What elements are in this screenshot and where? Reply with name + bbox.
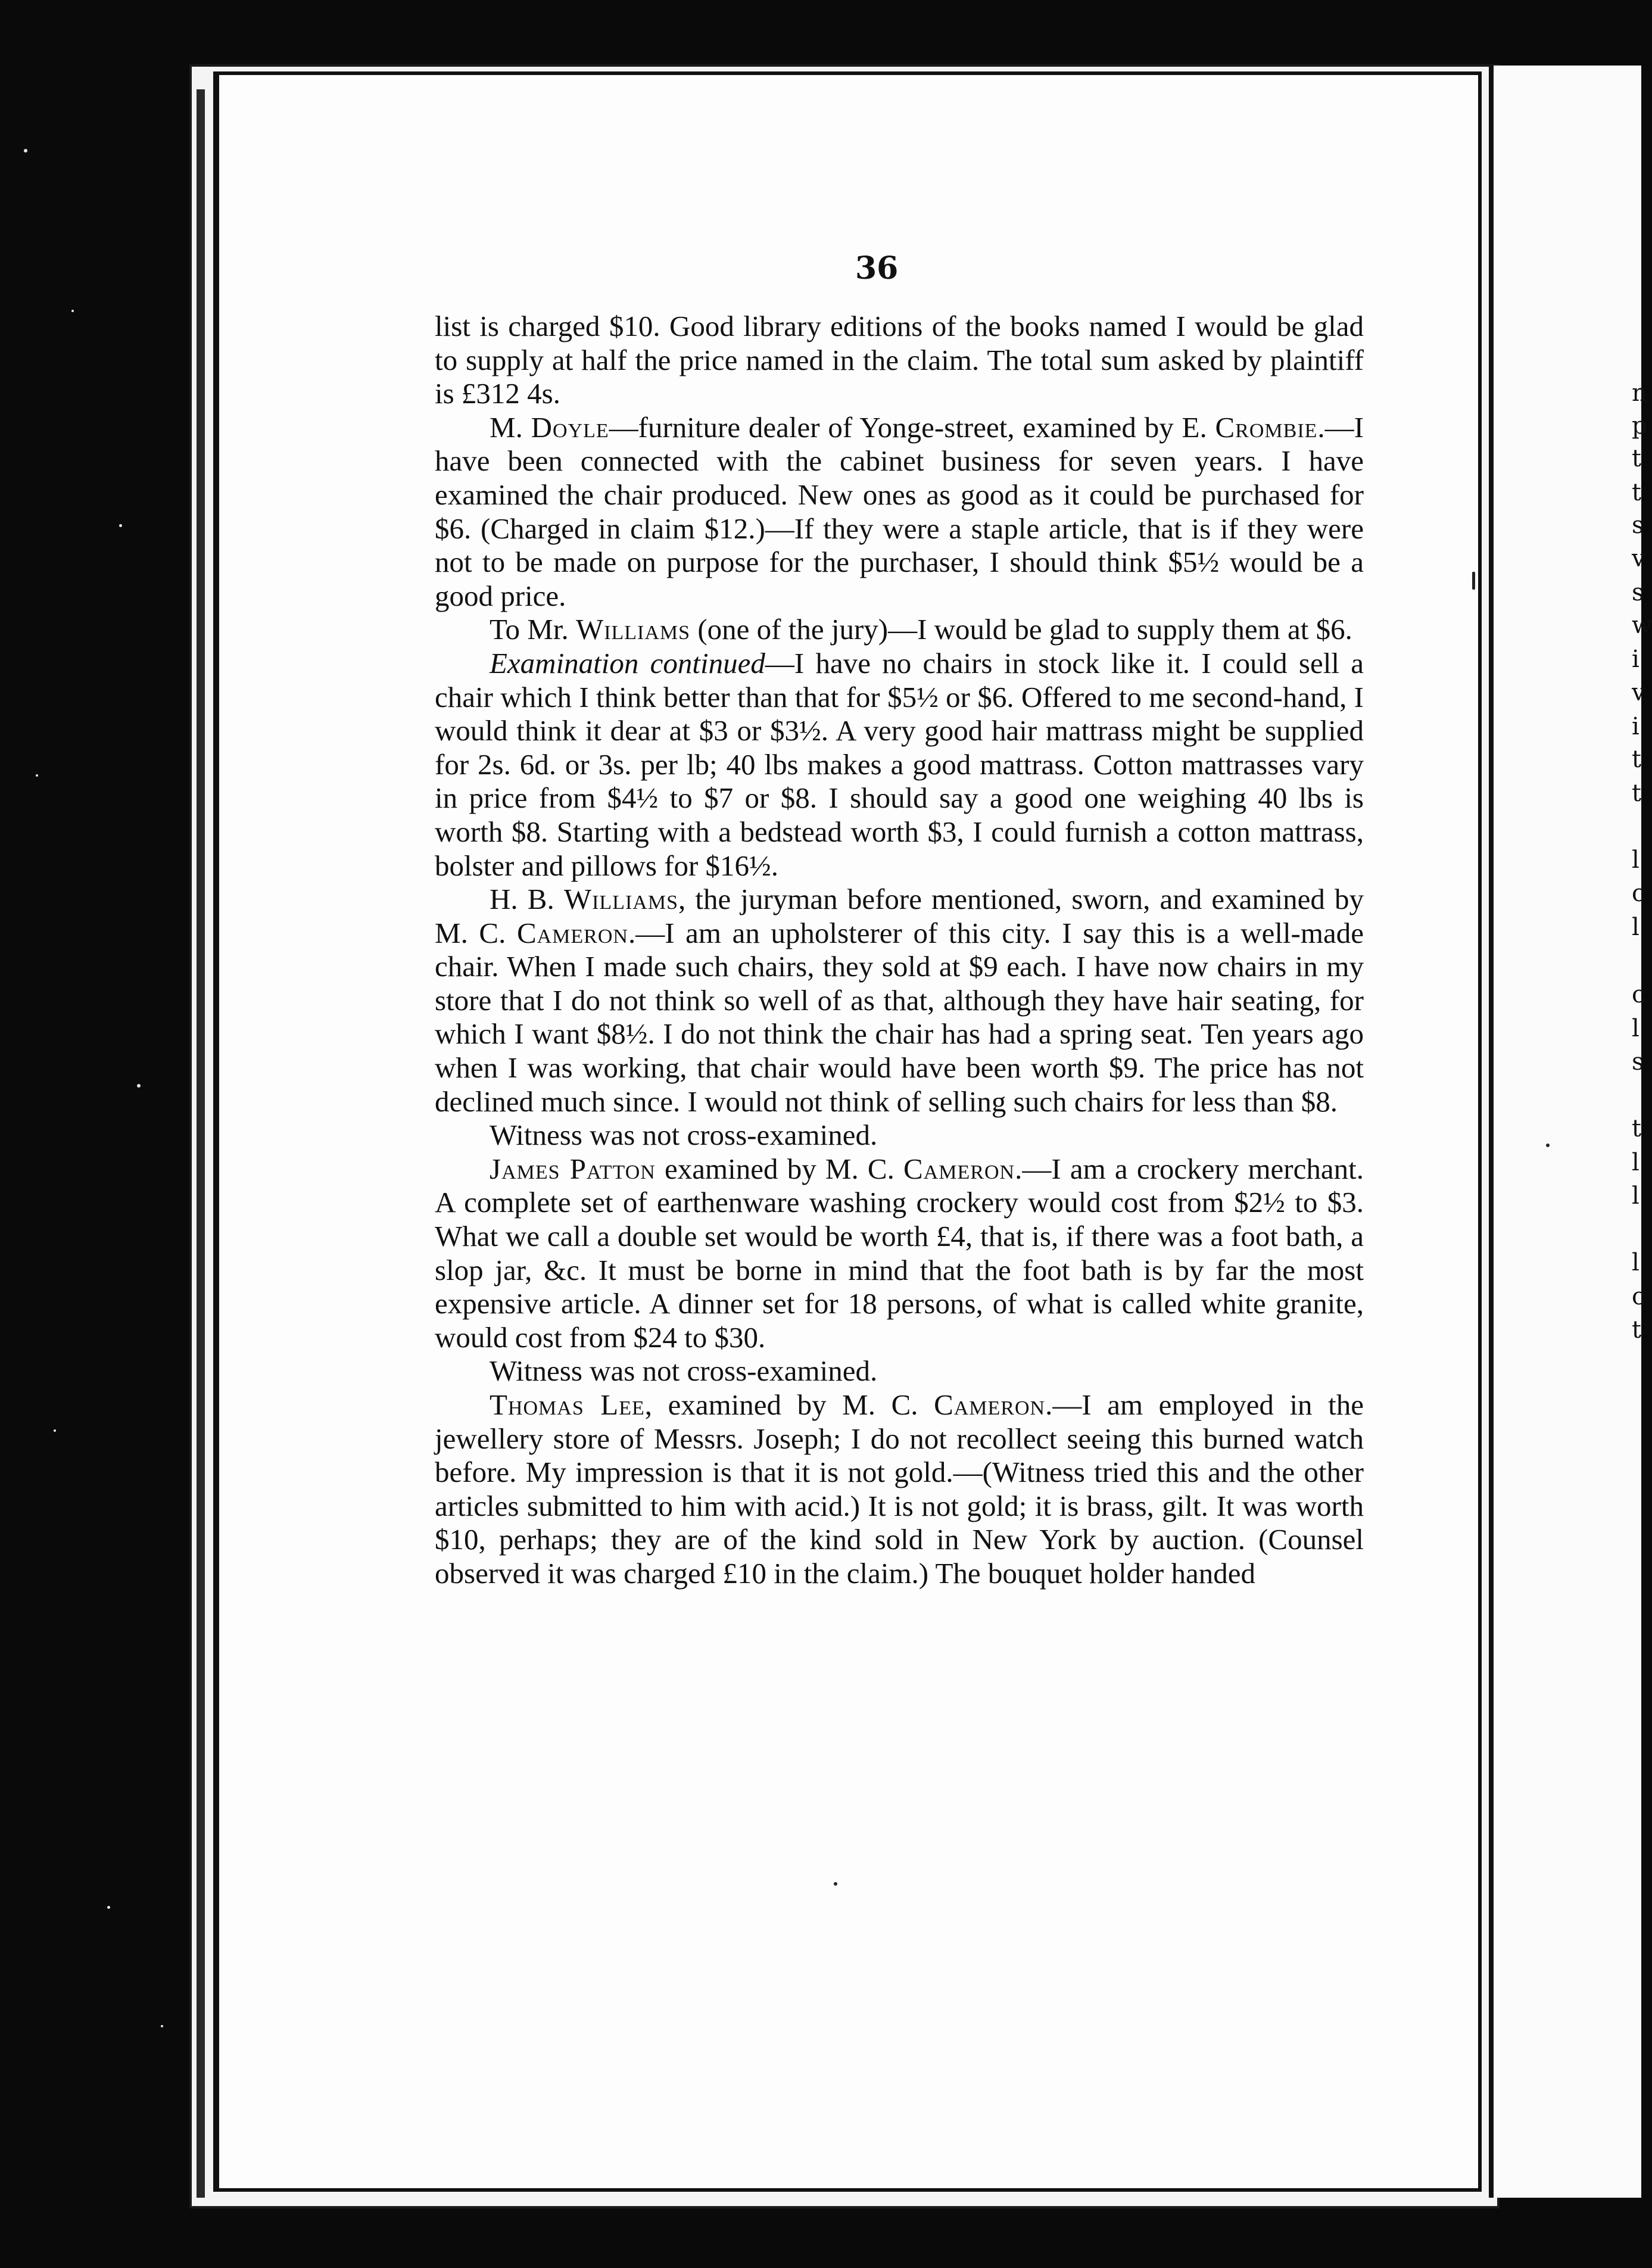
facing-page-letter: n (1632, 379, 1647, 407)
name-smallcaps: Williams (563, 883, 678, 916)
facing-page-letter: v (1632, 545, 1645, 572)
text-run: , examined by M. C. (644, 1388, 934, 1421)
italic-text: Examination continued (490, 646, 765, 680)
facing-page-letter: i (1632, 713, 1639, 740)
text-run: To Mr. (490, 613, 576, 646)
facing-page-letter: l (1632, 1015, 1639, 1042)
paragraph (435, 1119, 1364, 1152)
text-run: M. (490, 410, 531, 444)
paragraph (435, 1354, 1364, 1388)
text-run: .—I am employed in the jewellery store of Messrs. Joseph; I do not recollect seeing this burned watch before. My impression is that it is not gold.—(Witness tried this and the other articles submitted to him with acid.) It is not gold; it is brass, gilt. It was worth $10, perhaps; they are of the kind sold in New York by auction. (Counsel observed it was charged £10 in the claim.) The bouquet holder handed (435, 1388, 1364, 1590)
name-smallcaps: Doyle (531, 410, 609, 444)
binding-shadow (197, 89, 205, 2198)
paragraph (435, 613, 1364, 647)
name-smallcaps: James Patton (490, 1152, 656, 1185)
name-smallcaps: Cameron (516, 916, 628, 949)
name-smallcaps: Crombie (1215, 410, 1318, 444)
body-text (435, 310, 1364, 1591)
print-speck (1546, 1144, 1550, 1147)
print-speck (1472, 572, 1475, 590)
text-run: Witness was not cross-examined. (490, 1354, 878, 1388)
text-run: (one of the jury)—I would be glad to supply them at $6. (690, 613, 1352, 646)
paragraph (435, 1152, 1364, 1355)
page-number: 36 (855, 250, 899, 286)
facing-page-letter: l (1632, 1249, 1639, 1276)
facing-page-letter: v (1632, 679, 1645, 706)
facing-page-letter: t (1632, 780, 1642, 807)
text-run: .—I am a crockery merchant. A complete set of earthenware washing crockery would cost from $2½ to $3. What we call a double set would be worth £4, that is, if there was a foot bath, a slop jar, &c. It must be borne in mind that the foot bath is by far the most expensive article. A dinner set for 18 persons, of what is called white granite, would cost from $24 to $30. (435, 1152, 1364, 1354)
facing-page-letter: s (1632, 579, 1644, 606)
paragraph (435, 310, 1364, 411)
text-run: examined by M. C. (655, 1152, 904, 1185)
name-smallcaps: Williams (575, 613, 691, 646)
facing-page-letter: t (1632, 1115, 1642, 1142)
text-run: —furniture dealer of Yonge-street, examined by E. (609, 410, 1215, 444)
facing-page-letter: l (1632, 1182, 1639, 1210)
paragraph (435, 1388, 1364, 1591)
facing-page-letter: c (1632, 1283, 1645, 1310)
facing-page-letter: t (1632, 445, 1642, 472)
facing-page-letter: s (1632, 512, 1644, 539)
print-speck (834, 1882, 837, 1886)
text-run: .—I have been connected with the cabinet business for seven years. I have examined the chair produced. New ones as good as it could be purchased for $6. (Charged in claim $12.)—If they were a staple article, that is if they were not to be made on purpose for the purchaser, I should think $5½ would be a good price. (435, 410, 1364, 612)
facing-page-letter: w (1632, 612, 1652, 639)
name-smallcaps: Cameron (903, 1152, 1015, 1185)
facing-page-letter: s (1632, 1048, 1644, 1076)
facing-page-letter: t (1632, 746, 1642, 773)
facing-page-letter: l (1632, 846, 1639, 874)
text-run: , the juryman before mentioned, sworn, and examined by M. C. (435, 883, 1364, 949)
text-run: H. B. (490, 883, 564, 916)
text-run: .—I am an upholsterer of this city. I say this is a well-made chair. When I made such chairs, they sold at $9 each. I have now chairs in my store that I do not think so well of as that, although they have hair seating, for which I want $8½. I do not think the chair has had a spring seat. Ten years ago when I was working, that chair would have been worth $9. The price has not declined much since. I would not think of selling such chairs for less than $8. (435, 916, 1364, 1118)
paragraph (435, 647, 1364, 883)
facing-page-edge (1489, 66, 1652, 2198)
facing-page-letter: l (1632, 1149, 1639, 1176)
name-smallcaps: Cameron (934, 1388, 1046, 1421)
facing-page-letter: p (1632, 412, 1647, 440)
paragraph (435, 883, 1364, 1119)
facing-page-letter: i (1632, 646, 1639, 673)
text-run: Witness was not cross-examined. (490, 1119, 878, 1152)
name-smallcaps: Thomas Lee (490, 1388, 645, 1421)
facing-page-letter: t (1632, 1316, 1642, 1344)
facing-page-letter: c (1632, 880, 1645, 907)
text-run: list is charged $10. Good library editions of the books named I would be glad to supply at half the price named in the claim. The total sum asked by plaintiff is £312 4s. (435, 310, 1364, 410)
facing-page-letter: t (1632, 479, 1642, 506)
paragraph (435, 411, 1364, 613)
text-run: —I have no chairs in stock like it. I could sell a chair which I think better than that for $5½ or $6. Offered to me second-hand, I would think it dear at $3 or $3½. A very good hair mattrass might be supplied for 2s. 6d. or 3s. per lb; 40 lbs makes a good mattrass. Cotton mattrasses vary in price from $4½ to $7 or $8. I should say a good one weighing 40 lbs is worth $8. Starting with a bedstead worth $3, I could furnish a cotton mattrass, bolster and pillows for $16½. (435, 646, 1364, 882)
facing-page-letter: l (1632, 914, 1639, 941)
facing-page-letter: c (1632, 981, 1645, 1008)
